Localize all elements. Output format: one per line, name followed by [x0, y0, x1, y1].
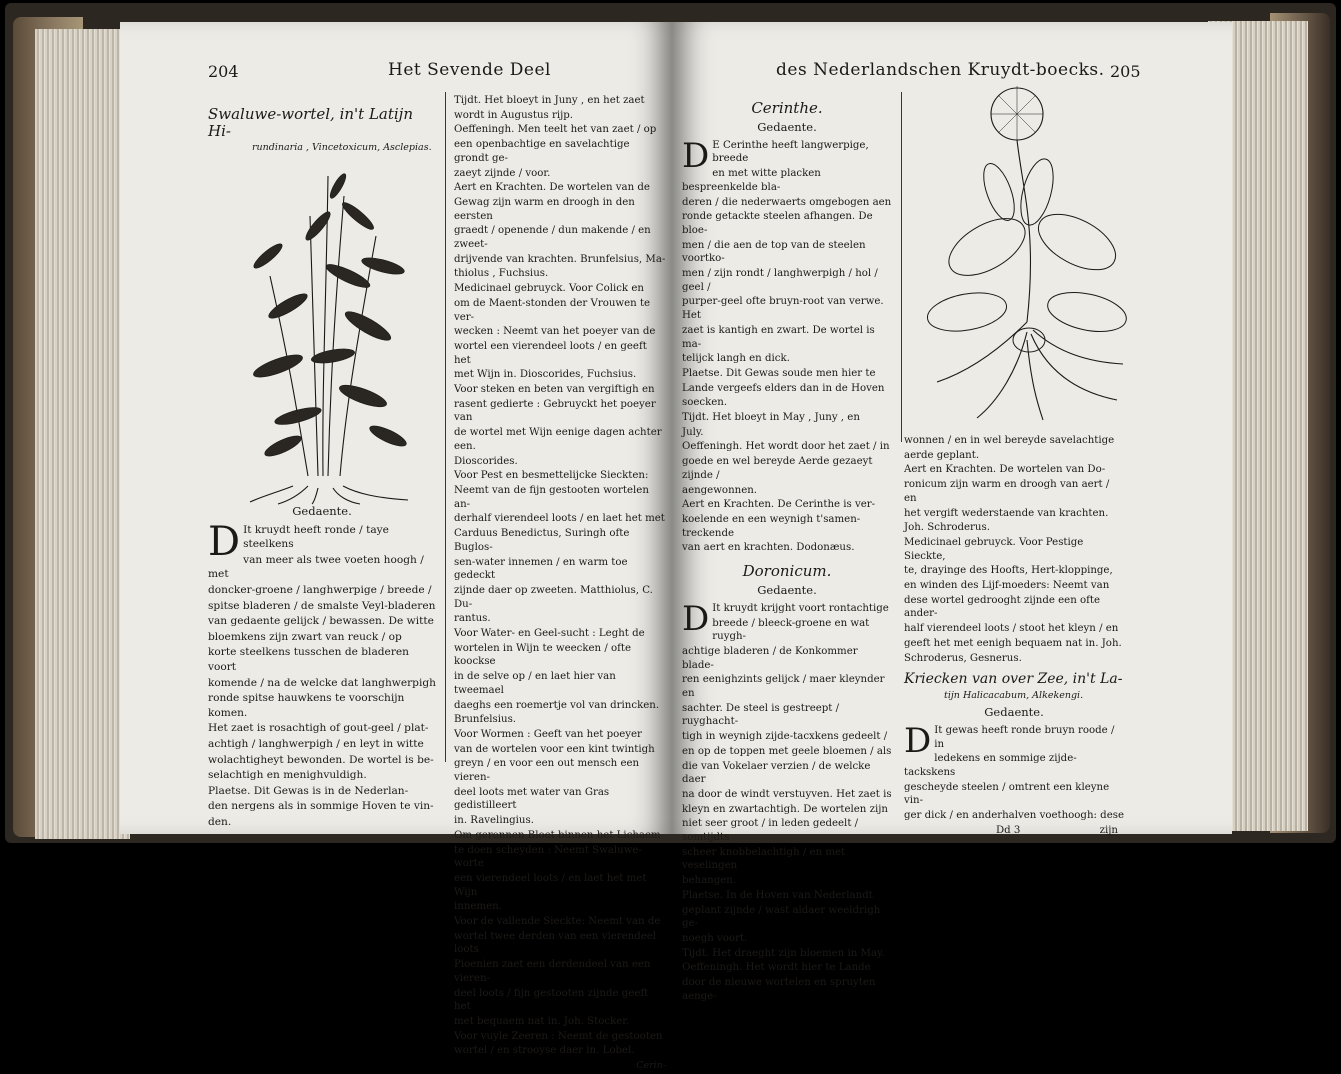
text-line: Voor Wormen : Geeft van het poeyer — [454, 728, 642, 740]
text-line: Voor Water- en Geel-sucht : Leght de — [454, 628, 645, 640]
text-line: Lande vergeefs elders dan in de Hoven — [682, 382, 885, 394]
text-line: sen-water innemen / en warm toe gedeckt — [454, 556, 628, 582]
text-line: een vierendeel loots / en laet het met Wijn — [454, 872, 647, 898]
text-line: soecken. — [682, 397, 728, 409]
gedaente-text — [208, 518, 436, 830]
text-line: achtigh / langhwerpigh / en leyt in witte — [208, 737, 424, 750]
column-rule — [901, 92, 902, 442]
text-line: half vierendeel loots / stoot het kleyn / en — [904, 623, 1119, 635]
text-line: ronde spitse hauwkens te voorschijn komen. — [208, 692, 405, 719]
text-line: de wortel met Wijn eenige dagen achter een. — [454, 427, 662, 452]
text-line: men / zijn rondt / langhwerpigh / hol / geel / — [682, 268, 878, 293]
text-line: Gewag zijn warm en droogh in den eersten — [454, 196, 635, 222]
text-line: Het zaet is rosachtigh of gout-geel / plat- — [208, 722, 429, 735]
text-line: korte steelkens tusschen de bladeren voort — [208, 646, 409, 673]
text-line: goede en wel bereyde Aerde gezaeyt zijnde / — [682, 456, 873, 481]
text-line: en met witte placken bespreenkelde bla- — [682, 168, 821, 193]
text-line: te doen scheyden : Neemt Swaluwe-worte — [454, 844, 642, 870]
text-line: Aert en Krachten. De Cerinthe is ver- — [682, 499, 876, 511]
footer-line — [904, 824, 1124, 838]
text-line: wordt in Augustus rijp. — [454, 109, 574, 121]
text-line: purper-geel ofte bruyn-root van verwe. Het — [682, 296, 884, 322]
left-column-1-body — [208, 500, 436, 830]
text-line: geeft het met eenigh bequaem nat in. Joh. — [904, 637, 1122, 649]
text-line: Tijdt. Het draeght zijn bloemen in May. — [682, 947, 885, 959]
text-line: Pioenien zaet een derdendeel van een vieren- — [454, 959, 651, 984]
text-line: Om geronnen Bloet binnen het Lichaem — [454, 829, 661, 841]
text-line: en winden des Lijf-moeders: Neemt van — [904, 580, 1110, 592]
text-line: wonnen / en in wel bereyde savelachtige — [904, 435, 1115, 446]
right-page — [672, 22, 1232, 1002]
text-line: dese wortel gedrooght zijnde een ofte ander- — [904, 594, 1101, 620]
text-line: scheer knobbelachtigh / en met veselingen — [682, 846, 846, 872]
right-column-2 — [904, 434, 1124, 839]
text-line: aengewonnen. — [682, 484, 758, 496]
text-line: innemen. — [454, 901, 502, 913]
text-line: het vergift wederstaende van krachten. — [904, 507, 1109, 519]
section-heading: Swaluwe-wortel, in't Latijn Hi- — [208, 105, 413, 140]
text-line: Medicinael gebruyck. Voor Pestige Sieckte, — [904, 536, 1084, 562]
text-line: den nergens als in sommige Hoven te vin- — [208, 800, 434, 813]
text-line: behangen. — [682, 875, 737, 887]
text-line: in de selve op / en laet hier van tweemael — [454, 671, 616, 696]
catchword: zijn — [1099, 824, 1118, 836]
text-line: Voor vuyle Zeeren : Neemt de gestooten — [454, 1030, 663, 1042]
text-line: Dioscorides. — [454, 455, 518, 467]
text-line: Brunfelsius. — [454, 714, 517, 726]
text-line: die van Vokelaer verzien / de welcke daer — [682, 760, 871, 786]
text-line: aerde geplant. — [904, 449, 980, 461]
text-line: Aert en Krachten. De wortelen van de — [454, 182, 650, 194]
text-line: wortel een vierendeel loots / en geeft het — [454, 340, 647, 366]
text-line: zaet is kantigh en zwart. De wortel is ma- — [682, 324, 875, 350]
text-line: niet seer groot / in leden gedeelt / somtijdts — [682, 818, 859, 844]
text-line: It kruydt heeft ronde / taye steelkens — [243, 523, 389, 551]
text-line: Joh. Schroderus. — [904, 522, 990, 534]
text-line: noegh voort. — [682, 932, 748, 944]
text-line: rantus. — [454, 613, 491, 625]
text-line: drijvende van krachten. Brunfelsius, Ma- — [454, 253, 666, 265]
text-line: ronde getackte steelen afhangen. De bloe- — [682, 211, 873, 236]
drop-cap: D — [682, 135, 710, 176]
text-line: deren / die nederwaerts omgebogen aen — [682, 196, 892, 208]
text-line: Oeffeningh. Het wordt door het zaet / in — [682, 441, 890, 453]
text-line: Oeffeningh. Het wordt hier te Lande — [682, 962, 871, 974]
text-line: deel loots / fijn gestooten zijnde geeft het — [454, 987, 649, 1013]
text-line: graedt / openende / dun makende / en zweet- — [454, 225, 651, 251]
text-line: selachtigh en menighvuldigh. — [208, 769, 367, 782]
text-line: Tijdt. Het bloeyt in Juny , en het zaet — [454, 95, 645, 106]
text-line: doncker-groene / langhwerpige / breede / — [208, 583, 432, 596]
text-line: Neemt van de fijn gestooten wortelen an- — [454, 484, 649, 510]
text-line: Plaetse. Dit Gewas is in de Nederlan- — [208, 784, 409, 797]
page-number: 205 — [1110, 62, 1141, 81]
text-line: greyn / en voor een out mensch een vieren- — [454, 758, 640, 784]
text-line: wortel / en strooyse daer in. Lobel. — [454, 1045, 635, 1057]
text-line: gescheyde steelen / omtrent een kleyne vin- — [904, 781, 1110, 807]
running-header: des Nederlandschen Kruydt-boecks. — [776, 60, 1105, 80]
catchword: Cerin- — [636, 1060, 666, 1072]
text-line: Voor de vallende Sieckte: Neemt van de — [454, 916, 661, 928]
text-line: Oeffeningh. Men teelt het van zaet / op — [454, 124, 657, 136]
text-line: koelende en een weynigh t'samen-treckende — [682, 513, 861, 539]
text-line: derhalf vierendeel loots / en laet het met — [454, 513, 665, 525]
section-heading-cerinthe: Cerinthe. — [751, 99, 823, 117]
text-line: door de nieuwe wortelen en spruyten aenge- — [682, 977, 876, 1002]
text-line: zijnde daer op zweeten. Matthiolus, C. Du- — [454, 584, 653, 610]
text-line: wortel twee derden van een vierendeel loots — [454, 930, 657, 956]
text-line: van de wortelen voor een kint twintigh — [454, 743, 655, 755]
section-heading-doronicum: Doronicum. — [742, 562, 832, 581]
text-line: deel loots met water van Gras gedistilleert — [454, 786, 610, 812]
text-line: met bequaem nat in. Joh. Stocker. — [454, 1016, 630, 1027]
text-line: een openbachtige en savelachtige grondt ge- — [454, 139, 630, 164]
text-line: Plaetse. In de Hoven van Nederlandt — [682, 889, 873, 901]
text-line: It gewas heeft ronde bruyn roode / in — [934, 724, 1115, 750]
text-line: July. — [682, 426, 704, 438]
text-line: Medicinael gebruyck. Voor Colick en — [454, 283, 644, 295]
figure-caption: Gedaente. — [757, 583, 817, 598]
text-line: zaeyt zijnde / voor. — [454, 167, 551, 179]
text-line: wolachtigheyt bewonden. De wortel is be- — [208, 753, 434, 766]
left-page-edges — [35, 29, 130, 839]
text-line: kleyn en zwartachtigh. De wortelen zijn — [682, 803, 888, 815]
text-line: breede / bleeck-groene en wat ruygh- — [712, 617, 870, 643]
text-line: Plaetse. Dit Gewas soude men hier te — [682, 367, 876, 379]
text-line: Tijdt. Het bloeyt in May , Juny , en — [682, 412, 860, 424]
text-line: om de Maent-stonden der Vrouwen te ver- — [454, 297, 651, 323]
text-line: tigh in weynigh zijde-tacxkens gedeelt / — [682, 731, 888, 743]
section-heading-sub: tijn Halicacabum, Alkekengi. — [944, 690, 1084, 702]
swallowwort-woodcut-illustration — [248, 156, 418, 506]
text-line: met Wijn in. Dioscorides, Fuchsius. — [454, 369, 637, 381]
text-line: Carduus Benedictus, Suringh ofte Buglos- — [454, 528, 630, 553]
text-line: spitse bladeren / de smalste Veyl-bladeren — [208, 599, 436, 612]
text-line: telijck langh en dick. — [682, 353, 790, 365]
drop-cap: D — [208, 518, 241, 565]
text-line: na door de windt verstuyven. Het zaet is — [682, 788, 892, 800]
text-line: in. Ravelingius. — [454, 815, 534, 827]
text-line: ronicum zijn warm en droogh van aert / en — [904, 479, 1110, 504]
left-column-1 — [208, 104, 436, 158]
right-column-1 — [682, 98, 892, 1004]
text-line: ren eenighzints gelijck / maer kleynder en — [682, 674, 885, 700]
figure-caption: Gedaente. — [757, 120, 817, 134]
text-line: bloemkens zijn zwart van reuck / op — [208, 630, 402, 643]
text-line: wecken : Neemt van het poeyer van de — [454, 326, 656, 338]
figure-caption: Gedaente. — [984, 705, 1044, 720]
text-line: ger dick / en anderhalven voethoogh: dese — [904, 810, 1124, 822]
text-line: van aert en krachten. Dodonæus. — [682, 542, 855, 554]
left-page — [120, 22, 672, 1072]
text-line: komende / na de welcke dat langhwerpigh — [208, 676, 436, 689]
text-line: Voor steken en beten van vergiftigh en — [454, 384, 655, 396]
drop-cap: D — [904, 720, 932, 761]
text-line: van gedaente gelijck / bewassen. De witte — [208, 615, 434, 628]
text-line: wortelen in Wijn te weecken / ofte koockse — [454, 642, 632, 668]
text-line: ledekens en sommige zijde-tackskens — [904, 753, 1077, 779]
column-rule — [445, 92, 446, 762]
figure-caption: Gedaente. — [292, 504, 352, 518]
text-line: Voor Pest en besmettelijcke Sieckten: — [454, 470, 649, 482]
text-line: achtige bladeren / de Konkommer blade- — [682, 645, 858, 671]
signature-mark: Dd 3 — [996, 824, 1021, 836]
text-line: en op de toppen met geele bloemen / als — [682, 745, 892, 757]
text-line: geplant zijnde / wast aldaer weeldrigh ge- — [682, 904, 881, 930]
section-heading-sub: rundinaria , Vincetoxicum, Asclepias. — [252, 142, 432, 153]
text-line: sachter. De steel is gestreept / ruyghacht- — [682, 702, 840, 728]
page-number: 204 — [208, 62, 239, 81]
text-line: men / die aen de top van de steelen voortko- — [682, 239, 866, 265]
left-column-2 — [454, 94, 666, 1074]
text-line: Aert en Krachten. De wortelen van Do- — [904, 464, 1106, 476]
text-line: It kruydt krijght voort rontachtige — [712, 602, 889, 614]
drop-cap: D — [682, 598, 710, 639]
text-line: den. — [208, 815, 232, 828]
running-header: Het Sevende Deel — [388, 60, 551, 80]
text-line: Schroderus, Gesnerus. — [904, 652, 1022, 664]
text-line: van meer als twee voeten hoogh / met — [208, 553, 424, 581]
section-heading-kriecken: Kriecken van over Zee, in't La- — [904, 671, 1123, 688]
text-line: te, drayinge des Hoofts, Hert-kloppinge, — [904, 565, 1113, 577]
text-line: rasent gedierte : Gebruyckt het poeyer van — [454, 398, 656, 424]
cerinthe-woodcut-illustration — [927, 82, 1127, 422]
text-line: daeghs een roemertje vol van drincken. — [454, 699, 660, 711]
text-line: E Cerinthe heeft langwerpige, breede — [712, 139, 869, 165]
text-line: thiolus , Fuchsius. — [454, 268, 549, 280]
